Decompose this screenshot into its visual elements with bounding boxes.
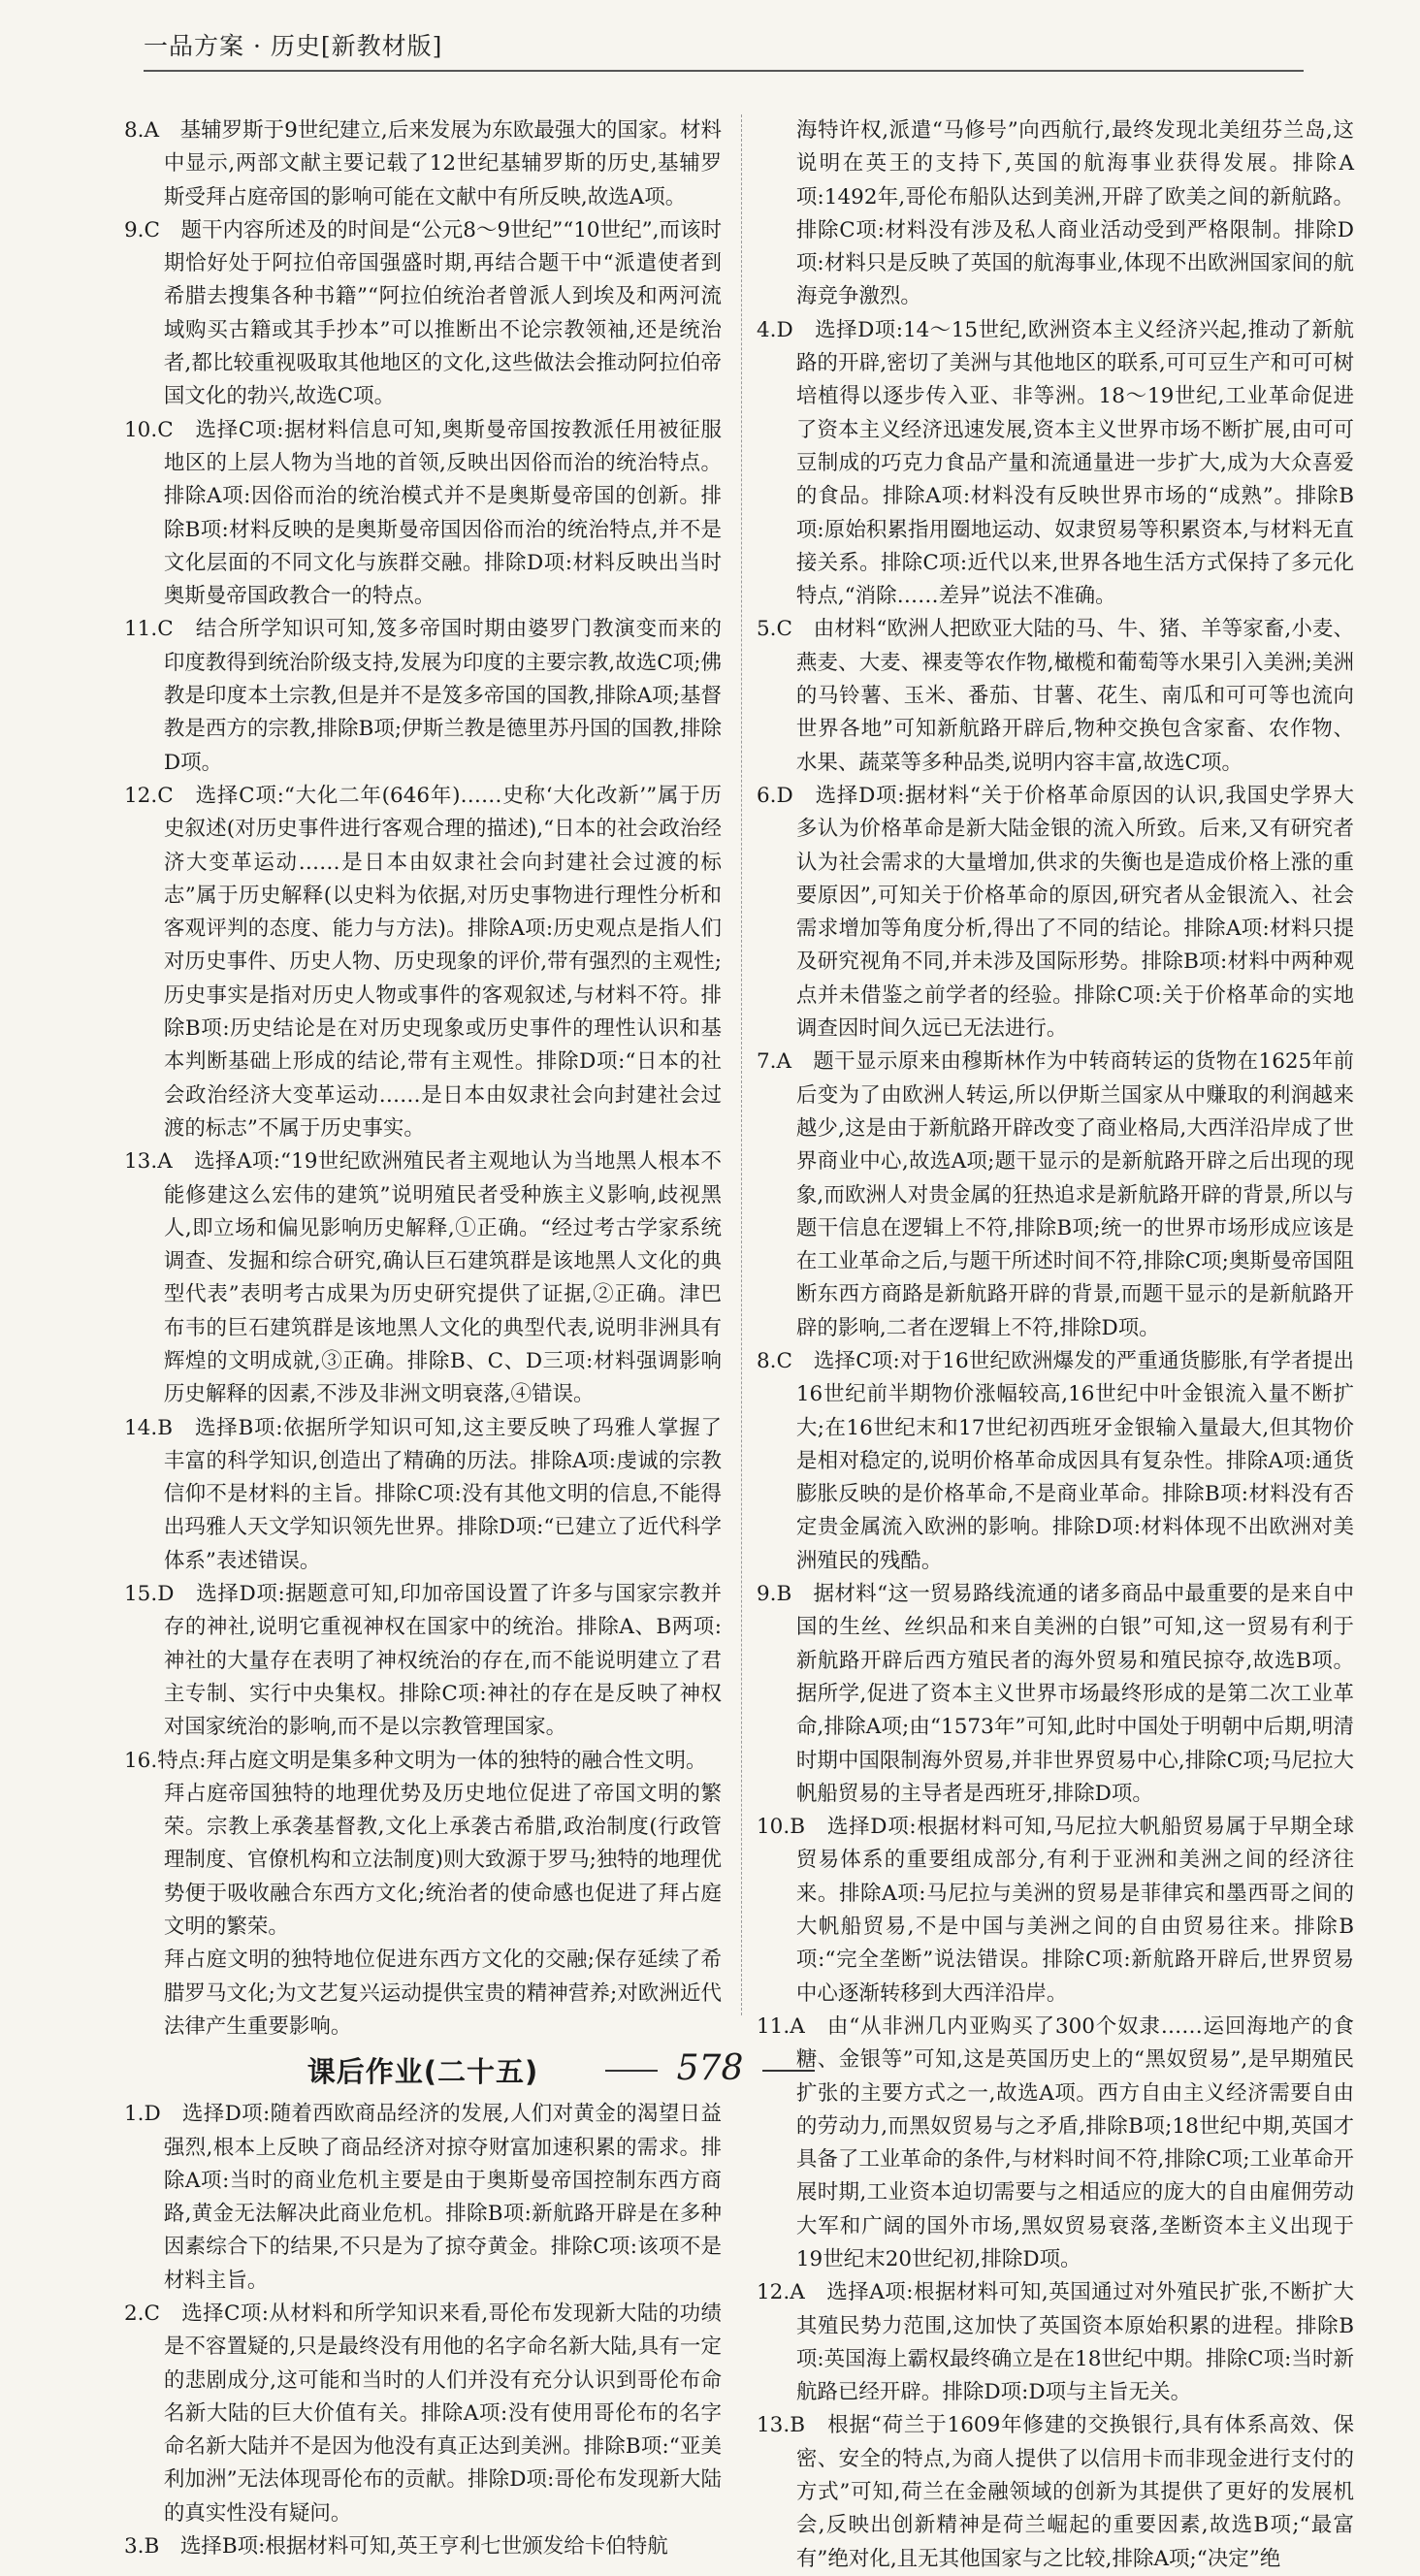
answer-item: 16.特点:拜占庭文明是集多种文明为一体的独特的融合性文明。 bbox=[124, 1748, 707, 1773]
answer-item: 13.B 根据“荷兰于1609年修建的交换银行,具有体系高效、保密、安全的特点,为商人提供了以信用卡而非现金进行支付的方式”可知,荷兰在金融领域的创新为其提供了更好的发展机会,反映出创新精神是荷兰崛起的重要因素,故选B项;“最富有”绝对化,且无其他国家与之比较,排除A项;“决定”绝 bbox=[757, 2413, 1354, 2571]
section-title: 课后作业(二十五) bbox=[307, 2055, 539, 2089]
answer-item: 3.B 选择B项:根据材料可知,英王亨利七世颁发给卡伯特航 bbox=[124, 2534, 668, 2560]
answer-item: 13.A 选择A项:“19世纪欧洲殖民者主观地认为当地黑人根本不能修建这么宏伟的建筑”说明殖民者受种族主义影响,歧视黑人,即立场和偏见影响历史解释,①正确。“经过考古学家系统调查、发掘和综合研究,确认巨石建筑群是该地黑人文化的典型代表”表明考古成果为历史研究提供了证据,②正确。津巴布韦的巨石建筑群是该地黑人文化的典型代表,说明非洲具有辉煌的文明成就,③正确。排除B、C、D三项:材料强调影响历史解释的因素,不涉及非洲文明衰落,④错误。 bbox=[124, 1149, 722, 1407]
answer-continuation: 拜占庭文明的独特地位促进东西方文化的交融;保存延续了希腊罗马文化;为文艺复兴运动提供宝贵的精神营养;对欧洲近代法律产生重要影响。 bbox=[163, 1948, 722, 2039]
answer-item: 11.A 由“从非洲几内亚购买了300个奴隶……运回海地产的食糖、金银等”可知,这是英国历史上的“黑奴贸易”,是早期殖民扩张的主要方式之一,故选A项。西方自由主义经济需要自由的劳动力,而黑奴贸易与之矛盾,排除B项;18世纪中期,英国才具备了工业革命的条件,与材料时间不符,排除C项;工业革命开展时期,工业资本迫切需要与之相适应的庞大的自由雇佣劳动大军和广阔的国外市场,黑奴贸易衰落,垄断资本主义出现于19世纪末20世纪初,排除D项。 bbox=[757, 2013, 1354, 2271]
header-rule bbox=[144, 70, 1304, 72]
page-header: 一品方案 · 历史[新教材版] bbox=[144, 32, 443, 60]
answer-continuation: 拜占庭帝国独特的地理优势及历史地位促进了帝国文明的繁荣。宗教上承袭基督教,文化上承袭古希腊,政治制度(行政管理制度、官僚机构和立法制度)则大致源于罗马;独特的地理优势便于吸收融合东西方文化;统治者的使命感也促进了拜占庭文明的繁荣。 bbox=[163, 1781, 722, 1940]
answer-item: 8.A 基辅罗斯于9世纪建立,后来发展为东欧最强大的国家。材料中显示,两部文献主要记载了12世纪基辅罗斯的历史,基辅罗斯受拜占庭帝国的影响可能在文献中有所反映,故选A项。 bbox=[124, 118, 722, 209]
answer-item: 14.B 选择B项:依据所学知识可知,这主要反映了玛雅人掌握了丰富的科学知识,创造出了精确的历法。排除A项:虔诚的宗教信仰不是材料的主旨。排除C项:没有其他文明的信息,不能得出玛雅人天文学知识领先世界。排除D项:“已建立了近代科学体系”表述错误。 bbox=[124, 1415, 722, 1573]
answer-item: 12.C 选择C项:“大化二年(646年)……史称‘大化改新’”属于历史叙述(对历史事件进行客观合理的描述),“日本的社会政治经济大变革运动……是日本由奴隶社会向封建社会过渡的标志”属于历史解释(以史料为依据,对历史事物进行理性分析和客观评判的态度、能力与方法)。排除A项:历史观点是指人们对历史事件、历史人物、历史现象的评价,带有强烈的主观性;历史事实是指对历史人物或事件的客观叙述,与材料不符。排除B项:历史结论是在对历史现象或历史事件的理性认识和基本判断基础上形成的结论,带有主观性。排除D项:“日本的社会政治经济大变革运动……是日本由奴隶社会向封建社会过渡的标志”不属于历史事实。 bbox=[124, 783, 722, 1141]
answer-continuation: 海特许权,派遣“马修号”向西航行,最终发现北美纽芬兰岛,这说明在英王的支持下,英国的航海事业获得发展。排除A项:1492年,哥伦布船队达到美洲,开辟了欧美之间的新航路。排除C项:材料没有涉及私人商业活动受到严格限制。排除D项:材料只是反映了英国的航海事业,体现不出欧洲国家间的航海竞争激烈。 bbox=[795, 118, 1354, 309]
answer-item: 1.D 选择D项:随着西欧商品经济的发展,人们对黄金的渴望日益强烈,根本上反映了商品经济对掠夺财富加速积累的需求。排除A项:当时的商业危机主要是由于奥斯曼帝国控制东西方商路,黄金无法解决此商业危机。排除B项:新航路开辟是在多种因素综合下的结果,不只是为了掠夺黄金。排除C项:该项不是材料主旨。 bbox=[124, 2102, 722, 2293]
column-divider bbox=[741, 114, 742, 2015]
answer-item: 4.D 选择D项:14～15世纪,欧洲资本主义经济兴起,推动了新航路的开辟,密切了美洲与其他地区的联系,可可豆生产和可可树培植得以逐步传入亚、非等洲。18～19世纪,工业革命促进了资本主义经济迅速发展,资本主义世界市场不断扩展,由可可豆制成的巧克力食品产量和流通量进一步扩大,成为大众喜爱的食品。排除A项:材料没有反映世界市场的“成熟”。排除B项:原始积累指用圈地运动、奴隶贸易等积累资本,与材料无直接关系。排除C项:近代以来,世界各地生活方式保持了多元化特点,“消除……差异”说法不准确。 bbox=[757, 317, 1354, 609]
answer-item: 9.C 题干内容所述及的时间是“公元8～9世纪”“10世纪”,而该时期恰好处于阿拉伯帝国强盛时期,再结合题干中“派遣使者到希腊去搜集各种书籍”“阿拉伯统治者曾派人到埃及和两河流域购买古籍或其手抄本”可以推断出不论宗教领袖,还是统治者,都比较重视吸取其他地区的文化,这些做法会推动阿拉伯帝国文化的勃兴,故选C项。 bbox=[124, 217, 722, 409]
right-column bbox=[757, 114, 1354, 2576]
answer-item: 10.C 选择C项:据材料信息可知,奥斯曼帝国按教派任用被征服地区的上层人物为当地的首领,反映出因俗而治的统治特点。排除A项:因俗而治的统治模式并不是奥斯曼帝国的创新。排除B项:材料反映的是奥斯曼帝国因俗而治的统治特点,并不是文化层面的不同文化与族群交融。排除D项:材料反映出当时奥斯曼帝国政教合一的特点。 bbox=[124, 417, 722, 609]
page-number bbox=[0, 2048, 1420, 2088]
answer-item: 2.C 选择C项:从材料和所学知识来看,哥伦布发现新大陆的功绩是不容置疑的,只是最终没有用他的名字命名新大陆,具有一定的悲剧成分,这可能和当时的人们并没有充分认识到哥伦布命名新大陆的巨大价值有关。排除A项:没有使用哥伦布的名字命名新大陆并不是因为他没有真正达到美洲。排除B项:“亚美利加洲”无法体现哥伦布的贡献。排除D项:哥伦布发现新大陆的真实性没有疑问。 bbox=[124, 2302, 722, 2526]
answer-item: 15.D 选择D项:据题意可知,印加帝国设置了许多与国家宗教并存的神社,说明它重视神权在国家中的统治。排除A、B两项:神社的大量存在表明了神权统治的存在,而不能说明建立了君主专制、实行中央集权。排除C项:神社的存在是反映了神权对国家统治的影响,而不是以宗教管理国家。 bbox=[124, 1582, 722, 1740]
answer-item: 7.A 题干显示原来由穆斯林作为中转商转运的货物在1625年前后变为了由欧洲人转运,所以伊斯兰国家从中赚取的利润越来越少,这是由于新航路开辟改变了商业格局,大西洋沿岸成了世界商业中心,故选A项;题干显示的是新航路开辟之后出现的现象,而欧洲人对贵金属的狂热追求是新航路开辟的背景,所以与题干信息在逻辑上不符,排除B项;统一的世界市场形成应该是在工业革命之后,与题干所述时间不符,排除C项;奥斯曼帝国阻断东西方商路是新航路开辟的背景,而题干显示的是新航路开辟的影响,二者在逻辑上不符,排除D项。 bbox=[757, 1049, 1354, 1340]
answer-item: 10.B 选择D项:根据材料可知,马尼拉大帆船贸易属于早期全球贸易体系的重要组成部分,有利于亚洲和美洲之间的经济往来。排除A项:马尼拉与美洲的贸易是菲律宾和墨西哥之间的大帆船贸易,不是中国与美洲之间的自由贸易往来。排除B项:“完全垄断”说法错误。排除C项:新航路开辟后,世界贸易中心逐渐转移到大西洋沿岸。 bbox=[757, 1815, 1354, 2006]
answer-item: 5.C 由材料“欧洲人把欧亚大陆的马、牛、猪、羊等家畜,小麦、燕麦、大麦、裸麦等农作物,橄榄和葡萄等水果引入美洲;美洲的马铃薯、玉米、番茄、甘薯、花生、南瓜和可可等也流向世界各地”可知新航路开辟后,物种交换包含家畜、农作物、水果、蔬菜等多种品类,说明内容丰富,故选C项。 bbox=[757, 617, 1354, 775]
answer-item: 12.A 选择A项:根据材料可知,英国通过对外殖民扩张,不断扩大其殖民势力范围,这加快了英国资本原始积累的进程。排除B项:英国海上霸权最终确立是在18世纪中期。排除C项:当时新航路已经开辟。排除D项:D项与主旨无关。 bbox=[757, 2280, 1354, 2405]
answer-item: 8.C 选择C项:对于16世纪欧洲爆发的严重通货膨胀,有学者提出16世纪前半期物价涨幅较高,16世纪中叶金银流入量不断扩大;在16世纪末和17世纪初西班牙金银输入量最大,但其物价是相对稳定的,说明价格革命成因具有复杂性。排除A项:通货膨胀反映的是价格革命,不是商业革命。排除B项:材料没有否定贵金属流入欧洲的影响。排除D项:材料体现不出欧洲对美洲殖民的残酷。 bbox=[757, 1348, 1354, 1573]
answer-item: 9.B 据材料“这一贸易路线流通的诸多商品中最重要的是来自中国的生丝、丝织品和来自美洲的白银”可知,这一贸易有利于新航路开辟后西方殖民者的海外贸易和殖民掠夺,故选B项。据所学,促进了资本主义世界市场最终形成的是第二次工业革命,排除A项;由“1573年”可知,此时中国处于明朝中后期,明清时期中国限制海外贸易,并非世界贸易中心,排除C项;马尼拉大帆船贸易的主导者是西班牙,排除D项。 bbox=[757, 1582, 1354, 1806]
left-column bbox=[124, 114, 722, 2563]
page-number-text: 578 bbox=[676, 2048, 744, 2088]
answer-item: 11.C 结合所学知识可知,笈多帝国时期由婆罗门教演变而来的印度教得到统治阶级支持,发展为印度的主要宗教,故选C项;佛教是印度本土宗教,但是并不是笈多帝国的国教,排除A项;基督教是西方的宗教,排除B项;伊斯兰教是德里苏丹国的国教,排除D项。 bbox=[124, 617, 722, 775]
answer-item: 6.D 选择D项:据材料“关于价格革命原因的认识,我国史学界大多认为价格革命是新大陆金银的流入所致。后来,又有研究者认为社会需求的大量增加,供求的失衡也是造成价格上涨的重要原因”,可知关于价格革命的原因,研究者从金银流入、社会需求增加等角度分析,得出了不同的结论。排除A项:材料只提及研究视角不同,并未涉及国际形势。排除B项:材料中两种观点并未借鉴之前学者的经验。排除C项:关于价格革命的实地调查因时间久远已无法进行。 bbox=[757, 783, 1354, 1042]
